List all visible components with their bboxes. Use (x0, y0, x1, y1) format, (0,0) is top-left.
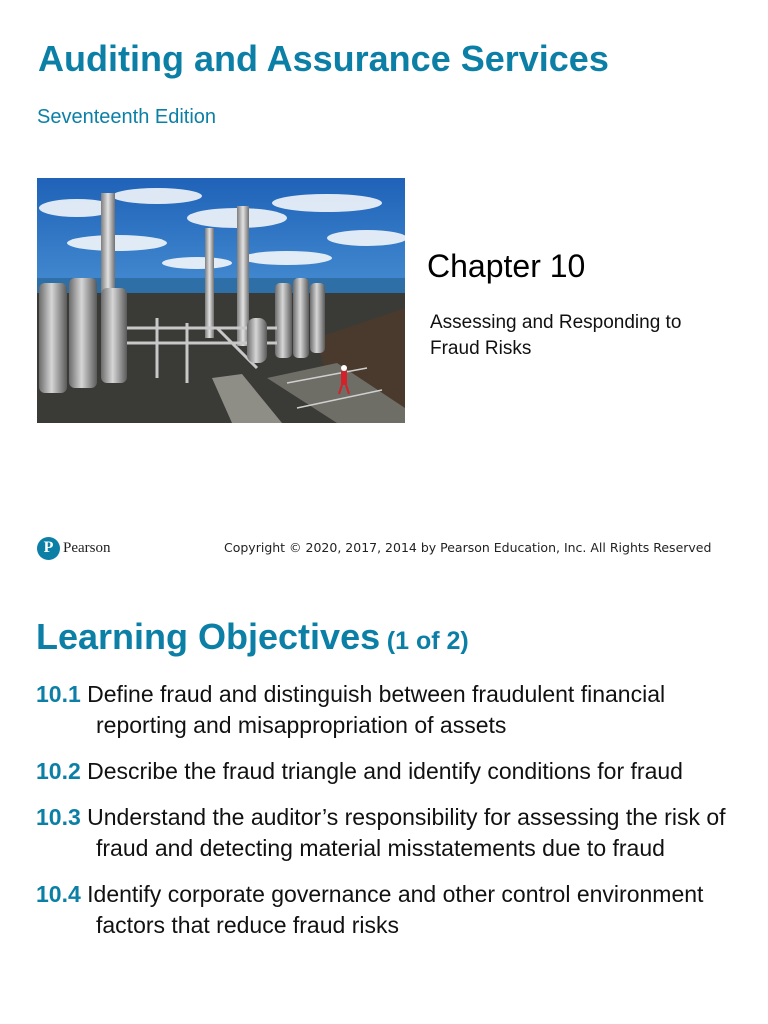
objective-number: 10.2 (36, 758, 81, 784)
chapter-title: Assessing and Responding to Fraud Risks (430, 312, 682, 359)
objective-text: Identify corporate governance and other control environment factors that reduce fraud risks (87, 881, 704, 938)
copyright-notice: Copyright © 2020, 2017, 2014 by Pearson Education, Inc. All Rights Reserved (224, 540, 712, 555)
objective-number: 10.4 (36, 881, 81, 907)
cover-photo-refinery (37, 178, 405, 423)
objective-text: Describe the fraud triangle and identify conditions for fraud (87, 758, 683, 784)
objective-item (36, 756, 736, 787)
objectives-heading (36, 616, 469, 658)
objective-number: 10.1 (36, 681, 81, 707)
objective-number: 10.3 (36, 804, 81, 830)
objectives-list (36, 679, 736, 956)
edition-label: Seventeenth Edition (37, 106, 217, 128)
publisher-name: Pearson (63, 539, 111, 556)
objective-text: Define fraud and distinguish between fraudulent financial reporting and misappropriation of assets (87, 681, 666, 738)
pearson-logo (37, 535, 111, 561)
learning-objectives-slide (0, 590, 768, 1024)
objectives-heading-text: Learning Objectives (36, 616, 381, 657)
objective-item (36, 679, 736, 741)
objective-item (36, 802, 736, 864)
chapter-number: Chapter 10 (427, 248, 586, 284)
objective-item (36, 879, 736, 941)
book-title: Auditing and Assurance Services (38, 38, 609, 79)
objective-text: Understand the auditor’s responsibility for assessing the risk of fraud and detecting material misstatements due to fraud (87, 804, 726, 861)
objectives-part-label: (1 of 2) (386, 627, 469, 655)
pearson-logo-icon: P (37, 537, 60, 560)
